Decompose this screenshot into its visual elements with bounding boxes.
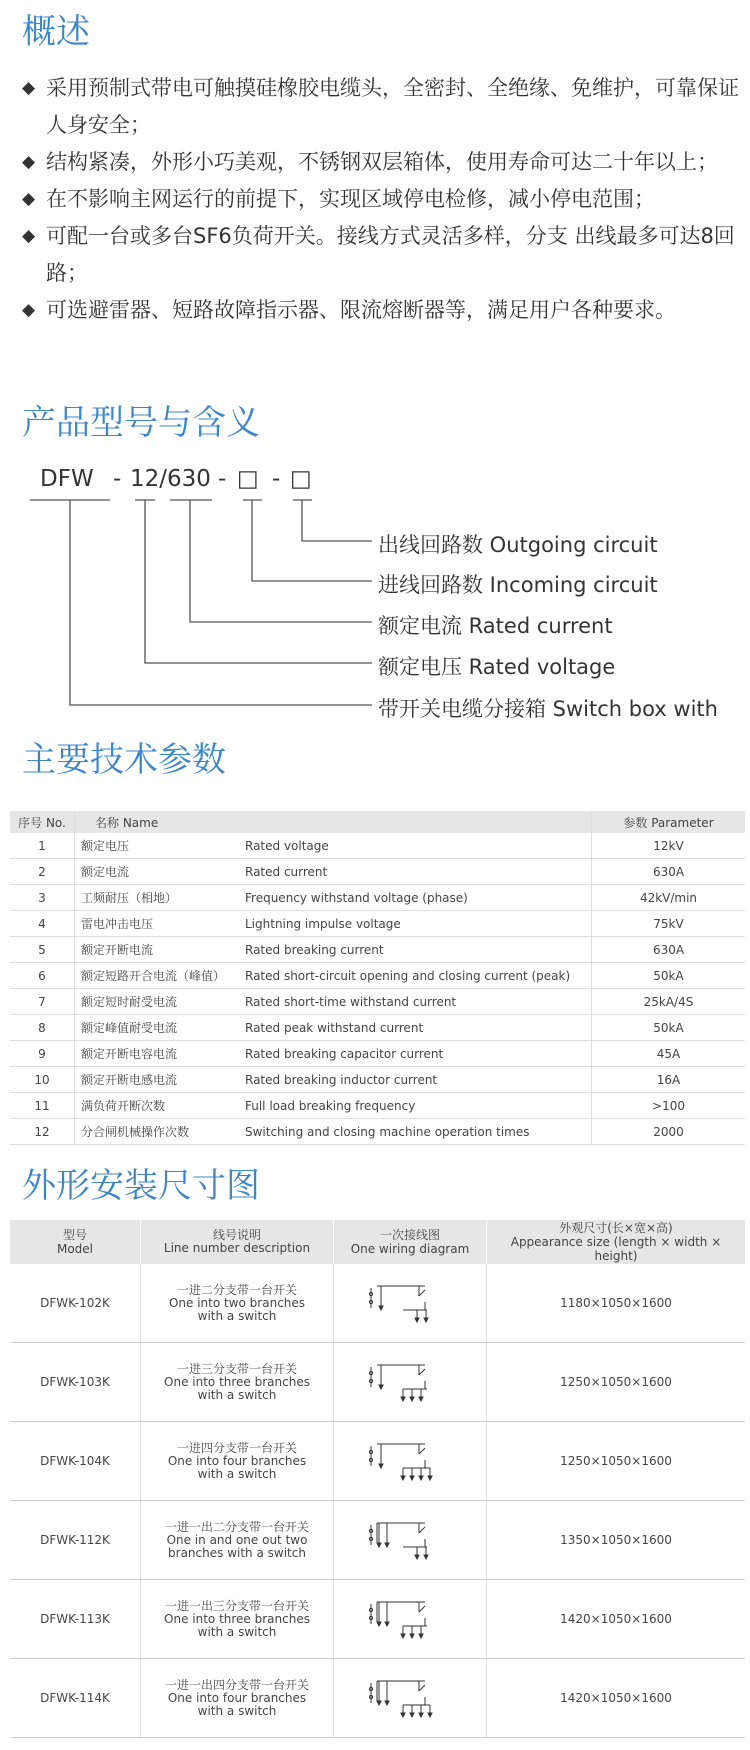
tech-params-row: [10, 1015, 745, 1041]
one-line-wiring-diagram-icon: [365, 1675, 455, 1721]
row-line-description: [141, 1659, 334, 1738]
header-model-en: Model: [56, 1242, 94, 1256]
row-parameter: 50kA: [592, 1015, 746, 1041]
row-line-en: branches with a switch: [168, 1545, 306, 1560]
row-name-en: Rated current: [239, 859, 592, 885]
diamond-bullet-icon: ◆: [22, 189, 36, 209]
row-appearance-size: 1350×1050×1600: [487, 1501, 746, 1580]
header-wire-cn: 一次接线图: [379, 1228, 440, 1242]
row-model: DFWK-112K: [10, 1501, 141, 1580]
dimensions-row: [10, 1422, 745, 1501]
row-model: DFWK-113K: [10, 1580, 141, 1659]
model-label-type: 带开关电缆分接箱 Switch box with: [378, 697, 718, 721]
row-no: 5: [10, 937, 75, 963]
model-code-separator: -: [218, 466, 227, 492]
row-no: 8: [10, 1015, 75, 1041]
row-line-description: [141, 1422, 334, 1501]
dimensions-table: [10, 1220, 745, 1738]
overview-bullet-text: 在不影响主网运行的前提下，实现区域停电检修，减小停电范围；: [46, 187, 655, 211]
row-line-en: with a switch: [197, 1387, 277, 1402]
row-parameter: 42kV/min: [592, 885, 746, 911]
row-appearance-size: 1420×1050×1600: [487, 1659, 746, 1738]
header-wiring-diagram: [334, 1220, 487, 1264]
row-name-en: Rated breaking inductor current: [239, 1067, 592, 1093]
row-wiring-diagram: [334, 1580, 487, 1659]
row-model: DFWK-114K: [10, 1659, 141, 1738]
header-appearance-size: [487, 1220, 746, 1264]
row-parameter: 45A: [592, 1041, 746, 1067]
row-model: DFWK-103K: [10, 1343, 141, 1422]
tech-params-row: [10, 1067, 745, 1093]
row-no: 10: [10, 1067, 75, 1093]
row-line-en: with a switch: [197, 1466, 277, 1481]
overview-bullet-text: 采用预制式带电可触摸硅橡胶电缆头，全密封、全绝缘、免维护，可靠保证人身安全；: [46, 76, 739, 137]
diamond-bullet-icon: ◆: [22, 78, 36, 98]
row-line-cn: 一进二分支带一台开关: [176, 1282, 297, 1297]
tech-params-row: [10, 989, 745, 1015]
tech-params-row: [10, 1041, 745, 1067]
row-parameter: 25kA/4S: [592, 989, 746, 1015]
row-line-en: One into two branches: [168, 1295, 306, 1310]
header-parameter: 参数 Parameter: [592, 811, 746, 833]
row-no: 3: [10, 885, 75, 911]
row-name-cn: 工频耐压（相地）: [75, 885, 240, 911]
header-line-description: [141, 1220, 334, 1264]
row-line-en: One into three branches: [164, 1374, 310, 1389]
header-line-cn: 线号说明: [212, 1228, 261, 1242]
model-label-current: 额定电流 Rated current: [378, 614, 613, 638]
row-name-en: Rated peak withstand current: [239, 1015, 592, 1041]
row-no: 11: [10, 1093, 75, 1119]
diamond-bullet-icon: ◆: [22, 226, 36, 246]
model-meaning-title: 产品型号与含义: [22, 403, 260, 443]
row-line-en: One into four branches: [167, 1690, 307, 1705]
row-wiring-diagram: [334, 1501, 487, 1580]
model-code-separator: -: [272, 466, 281, 492]
tech-params-row: [10, 885, 745, 911]
row-name-cn: 额定电压: [75, 833, 240, 859]
row-name-cn: 额定短时耐受电流: [75, 989, 240, 1015]
header-name: 名称 Name: [75, 811, 592, 833]
row-name-en: Rated short-circuit opening and closing current (peak): [239, 963, 592, 989]
row-line-cn: 一进一出四分支带一台开关: [164, 1677, 309, 1692]
tech-params-row: [10, 1093, 745, 1119]
row-appearance-size: 1250×1050×1600: [487, 1422, 746, 1501]
model-label-voltage: 额定电压 Rated voltage: [378, 655, 616, 679]
header-line-en: Line number description: [163, 1241, 311, 1255]
one-line-wiring-diagram-icon: [365, 1438, 455, 1484]
row-no: 2: [10, 859, 75, 885]
row-name-en: Rated breaking capacitor current: [239, 1041, 592, 1067]
row-name-cn: 满负荷开断次数: [75, 1093, 240, 1119]
row-line-description: [141, 1580, 334, 1659]
row-parameter: 50kA: [592, 963, 746, 989]
row-model: DFWK-104K: [10, 1422, 141, 1501]
overview-bullet-text: 结构紧凑，外形小巧美观，不锈钢双层箱体，使用寿命可达二十年以上；: [46, 150, 718, 174]
row-name-en: Switching and closing machine operation times: [239, 1119, 592, 1145]
row-name-cn: 额定短路开合电流（峰值）: [75, 963, 240, 989]
row-name-cn: 额定电流: [75, 859, 240, 885]
row-name-cn: 雷电冲击电压: [75, 911, 240, 937]
row-wiring-diagram: [334, 1264, 487, 1343]
row-line-en: One into three branches: [164, 1611, 310, 1626]
row-parameter: 12kV: [592, 833, 746, 859]
row-appearance-size: 1420×1050×1600: [487, 1580, 746, 1659]
row-parameter: 630A: [592, 859, 746, 885]
overview-bullet: [22, 292, 742, 329]
header-model: [10, 1220, 141, 1264]
overview-bullet: [22, 181, 742, 218]
overview-bullet: [22, 218, 742, 292]
one-line-wiring-diagram-icon: [365, 1596, 455, 1642]
one-line-wiring-diagram-icon: [365, 1359, 455, 1405]
row-parameter: 2000: [592, 1119, 746, 1145]
dimensions-row: [10, 1580, 745, 1659]
row-parameter: 75kV: [592, 911, 746, 937]
row-parameter: >100: [592, 1093, 746, 1119]
tech-params-row: [10, 859, 745, 885]
row-no: 12: [10, 1119, 75, 1145]
header-size-cn: 外观尺寸(长×宽×高): [559, 1221, 673, 1235]
row-name-en: Frequency withstand voltage (phase): [239, 885, 592, 911]
overview-title: 概述: [22, 12, 90, 52]
row-parameter: 16A: [592, 1067, 746, 1093]
tech-params-title: 主要技术参数: [22, 740, 226, 780]
row-name-cn: 额定开断电感电流: [75, 1067, 240, 1093]
row-model: DFWK-102K: [10, 1264, 141, 1343]
dimensions-header-row: [10, 1220, 745, 1264]
dimensions-row: [10, 1264, 745, 1343]
dimensions-title: 外形安装尺寸图: [22, 1166, 260, 1206]
one-line-wiring-diagram-icon: [365, 1280, 455, 1326]
row-no: 9: [10, 1041, 75, 1067]
row-name-cn: 额定峰值耐受电流: [75, 1015, 240, 1041]
tech-params-row: [10, 1119, 745, 1145]
header-wire-en: One wiring diagram: [350, 1242, 470, 1256]
row-name-en: Rated short-time withstand current: [239, 989, 592, 1015]
row-line-en: with a switch: [197, 1308, 277, 1323]
row-no: 6: [10, 963, 75, 989]
one-line-wiring-diagram-icon: [365, 1517, 455, 1563]
model-code-spec: 12/630: [130, 466, 211, 492]
overview-bullet-list: [22, 70, 742, 329]
row-line-description: [141, 1343, 334, 1422]
model-code-box: □: [237, 466, 259, 492]
row-wiring-diagram: [334, 1343, 487, 1422]
row-line-cn: 一进三分支带一台开关: [176, 1361, 297, 1376]
model-code-box: □: [290, 466, 312, 492]
row-no: 1: [10, 833, 75, 859]
row-wiring-diagram: [334, 1659, 487, 1738]
row-appearance-size: 1250×1050×1600: [487, 1343, 746, 1422]
overview-bullet-text: 可选避雷器、短路故障指示器、限流熔断器等，满足用户各种要求。: [46, 298, 676, 322]
dimensions-row: [10, 1659, 745, 1738]
row-line-cn: 一进四分支带一台开关: [176, 1440, 297, 1455]
tech-params-row: [10, 963, 745, 989]
dimensions-row: [10, 1343, 745, 1422]
overview-bullet: [22, 144, 742, 181]
row-name-cn: 额定开断电流: [75, 937, 240, 963]
model-label-incoming: 进线回路数 Incoming circuit: [378, 573, 658, 597]
row-parameter: 630A: [592, 937, 746, 963]
tech-params-row: [10, 937, 745, 963]
row-line-cn: 一进一出三分支带一台开关: [164, 1598, 309, 1613]
row-name-cn: 额定开断电容电流: [75, 1041, 240, 1067]
diamond-bullet-icon: ◆: [22, 300, 36, 320]
row-line-en: One in and one out two: [166, 1532, 308, 1547]
row-no: 4: [10, 911, 75, 937]
row-appearance-size: 1180×1050×1600: [487, 1264, 746, 1343]
row-line-en: with a switch: [197, 1624, 277, 1639]
overview-bullet: [22, 70, 742, 144]
header-size-en: Appearance size (length × width × height): [510, 1235, 722, 1263]
row-line-en: One into four branches: [167, 1453, 307, 1468]
row-line-en: with a switch: [197, 1703, 277, 1718]
diamond-bullet-icon: ◆: [22, 152, 36, 172]
row-wiring-diagram: [334, 1422, 487, 1501]
header-no: 序号 No.: [10, 811, 75, 833]
row-line-description: [141, 1501, 334, 1580]
tech-params-row: [10, 911, 745, 937]
row-name-en: Lightning impulse voltage: [239, 911, 592, 937]
model-code-prefix: DFW: [40, 466, 94, 492]
row-line-cn: 一进一出二分支带一台开关: [164, 1519, 309, 1534]
row-line-description: [141, 1264, 334, 1343]
overview-bullet-text: 可配一台或多台SF6负荷开关。接线方式灵活多样，分支 出线最多可达8回路；: [46, 224, 735, 285]
row-no: 7: [10, 989, 75, 1015]
row-name-en: Rated voltage: [239, 833, 592, 859]
model-label-outgoing: 出线回路数 Outgoing circuit: [378, 533, 658, 557]
row-name-cn: 分合闸机械操作次数: [75, 1119, 240, 1145]
model-code-separator: -: [113, 466, 122, 492]
tech-params-row: [10, 833, 745, 859]
row-name-en: Full load breaking frequency: [239, 1093, 592, 1119]
header-model-cn: 型号: [62, 1228, 87, 1242]
row-name-en: Rated breaking current: [239, 937, 592, 963]
tech-params-table: [10, 811, 745, 1145]
dimensions-row: [10, 1501, 745, 1580]
tech-params-header-row: [10, 811, 745, 833]
